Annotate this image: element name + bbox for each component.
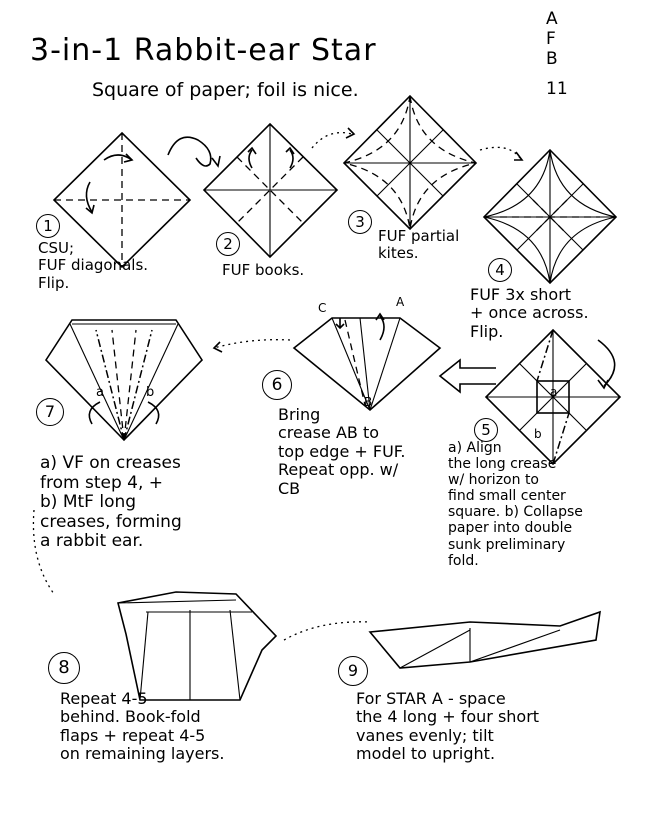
point-label-b-step5: b — [534, 427, 542, 441]
step-7-number: 7 — [36, 398, 64, 426]
variant-11: 11 — [546, 79, 568, 99]
point-label-a: A — [396, 295, 405, 309]
step-8-diagram — [118, 592, 276, 700]
step-9-number: 9 — [338, 656, 368, 686]
step-7-diagram — [46, 320, 202, 440]
variant-f: F — [546, 29, 556, 49]
step-4-number: 4 — [488, 258, 512, 282]
step-6-number: 6 — [262, 370, 292, 400]
step-8-number: 8 — [48, 652, 80, 684]
step-9-diagram — [370, 612, 600, 668]
step-2-text: FUF books. — [222, 261, 305, 279]
point-label-b-step7: b — [146, 385, 155, 400]
step-3-number: 3 — [348, 210, 372, 234]
step-5-text: a) Align the long crease w/ horizon to find small center square. b) Collapse paper into double sunk preliminary fold. — [448, 440, 583, 569]
step-6-text: Bring crease AB to top edge + FUF. Repeat opp. w/ CB — [278, 405, 406, 498]
step-1-text: CSU; FUF diagonals. Flip. — [38, 239, 149, 292]
variant-b: B — [546, 49, 558, 69]
step-3-text: FUF partial kites. — [378, 227, 460, 263]
step-9-text: For STAR A - space the 4 long + four short vanes evenly; tilt model to upright. — [356, 689, 540, 764]
step-7-text: a) VF on creases from step 4, + b) MtF long creases, forming a rabbit ear. — [40, 453, 182, 552]
point-label-b: B — [364, 395, 373, 409]
step-8-text: Repeat 4-5 behind. Book-fold flaps + repeat 4-5 on remaining layers. — [60, 689, 225, 764]
arrow-to-step-6 — [440, 360, 496, 392]
step-4-text: FUF 3x short + once across. Flip. — [470, 285, 589, 341]
step-2-number: 2 — [216, 232, 240, 256]
point-label-a-step7: a — [96, 385, 104, 400]
flip-arrow — [168, 137, 211, 166]
page-title: 3-in-1 Rabbit-ear Star — [30, 33, 377, 68]
page-subtitle: Square of paper; foil is nice. — [92, 79, 359, 101]
variant-a: A — [546, 9, 558, 29]
point-label-c: C — [318, 301, 327, 315]
step-5-number: 5 — [474, 418, 498, 442]
step-3-diagram — [344, 96, 476, 229]
step-1-number: 1 — [36, 214, 60, 238]
point-label-a-step5: a — [550, 385, 558, 399]
